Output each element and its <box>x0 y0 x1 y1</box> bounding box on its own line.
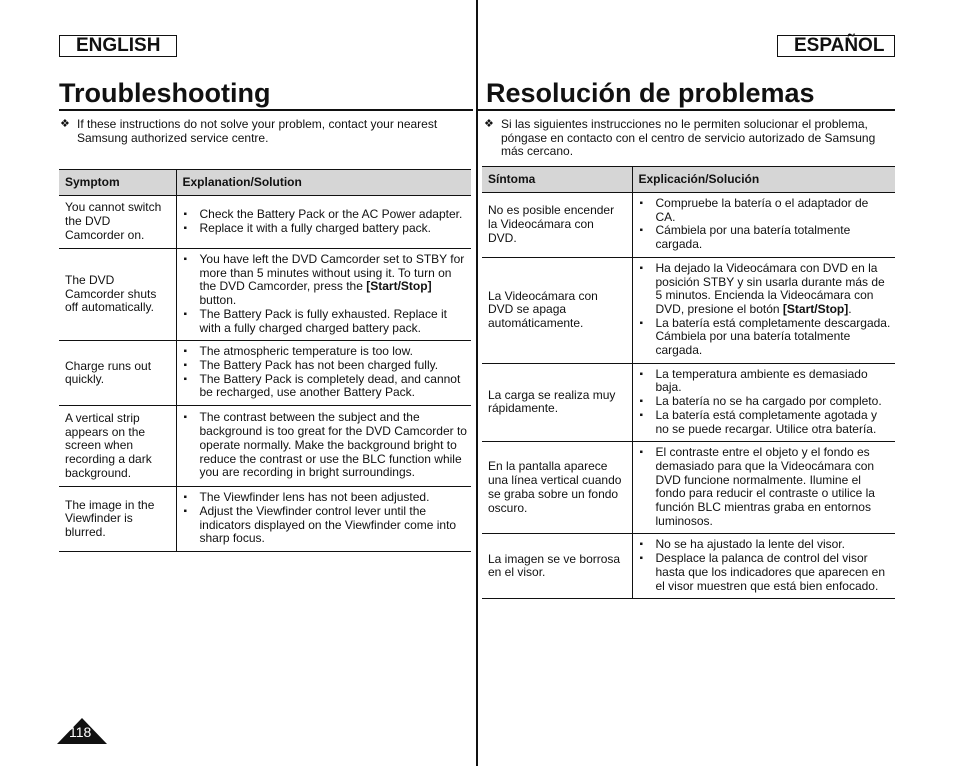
intro-note-text: If these instructions do not solve your problem, contact your nearest Samsung authorized service centre. <box>77 117 438 145</box>
solution-cell <box>632 193 895 258</box>
solution-item: ▪ You have left the DVD Camcorder set to STBY for more than 5 minutes without using it. To turn on the DVD Camcorder, press the [Start/Stop] button. <box>181 253 468 308</box>
table-row <box>482 193 895 258</box>
solution-cell <box>176 406 471 487</box>
troubleshooting-table-english <box>59 169 471 552</box>
table-body <box>59 196 471 552</box>
page-title-english: Troubleshooting <box>59 78 271 108</box>
solution-item: ▪ El contraste entre el objeto y el fondo es demasiado para que la Videocámara con DVD funcione normalmente. Ilumine el fondo para reducir el contraste o utilice la función BLC mientras graba en entornos luminosos. <box>637 446 892 528</box>
page-title-spanish: Resolución de problemas <box>486 78 815 108</box>
table-row <box>482 257 895 363</box>
solution-item: ▪ The atmospheric temperature is too low. <box>181 345 468 359</box>
solution-item: ▪ Replace it with a fully charged battery pack. <box>181 222 468 236</box>
solution-item: ▪ Desplace la palanca de control del visor hasta que los indicadores que aparecen en el visor muestren que está bien enfocado. <box>637 552 892 593</box>
solution-list <box>181 253 468 335</box>
column-divider <box>476 0 478 766</box>
troubleshooting-table-spanish <box>482 166 895 599</box>
solution-item: ▪ The Battery Pack is fully exhausted. Replace it with a fully charged charged battery pack. <box>181 308 468 335</box>
table-header-row <box>59 170 471 196</box>
solution-item: ▪ La batería está completamente descargada. Cámbiela por una batería totalmente cargada. <box>637 317 892 358</box>
solution-item: ▪ La batería está completamente agotada y no se puede recargar. Utilice otra batería. <box>637 409 892 436</box>
symptom-cell: The image in the Viewfinder is blurred. <box>59 487 176 552</box>
table-row <box>59 249 471 341</box>
table-row <box>482 534 895 599</box>
solution-item: ▪ Cámbiela por una batería totalmente cargada. <box>637 224 892 251</box>
symptom-cell: Charge runs out quickly. <box>59 341 176 406</box>
solution-cell <box>176 487 471 552</box>
solution-item: ▪ The Battery Pack has not been charged fully. <box>181 359 468 373</box>
title-rule-spanish <box>478 109 895 111</box>
solution-item: ▪ La batería no se ha cargado por completo. <box>637 395 892 409</box>
solution-cell <box>632 534 895 599</box>
intro-note-text: Si las siguientes instrucciones no le permiten solucionar el problema, póngase en contacto con el centro de servicio autorizado de Samsung más cercano. <box>501 117 876 159</box>
solution-item: ▪ Check the Battery Pack or the AC Power adapter. <box>181 208 468 222</box>
solution-cell <box>632 442 895 534</box>
table-row <box>59 341 471 406</box>
solution-item: ▪ La temperatura ambiente es demasiado baja. <box>637 368 892 395</box>
header-solution: Explicación/Solución <box>632 167 895 193</box>
solution-cell <box>176 196 471 249</box>
table-row <box>59 196 471 249</box>
table-row <box>482 363 895 442</box>
symptom-cell: You cannot switch the DVD Camcorder on. <box>59 196 176 249</box>
table-row <box>59 406 471 487</box>
symptom-cell: A vertical strip appears on the screen when recording a dark background. <box>59 406 176 487</box>
solution-cell <box>176 249 471 341</box>
table-header-row <box>482 167 895 193</box>
solution-list <box>181 345 468 400</box>
solution-list <box>181 208 468 235</box>
solution-cell <box>176 341 471 406</box>
table-body <box>482 193 895 599</box>
solution-list <box>637 538 892 593</box>
lang-label-english: ENGLISH <box>59 35 177 57</box>
solution-list <box>637 197 892 252</box>
header-symptom: Síntoma <box>482 167 632 193</box>
diamond-bullet-icon: ❖ <box>484 118 494 130</box>
symptom-cell: No es posible encender la Videocámara con DVD. <box>482 193 632 258</box>
lang-label-spanish: ESPAÑOL <box>777 35 895 57</box>
solution-item: ▪ The contrast between the subject and the background is too great for the DVD Camcorder to operate normally. Make the background bright to reduce the contrast or use the BLC function while you are recording in bright surroundings. <box>181 411 468 480</box>
title-rule-english <box>59 109 473 111</box>
solution-item: ▪ The Battery Pack is completely dead, and cannot be recharged, use another Battery Pack. <box>181 373 468 400</box>
table-row <box>59 487 471 552</box>
solution-item: ▪ Ha dejado la Videocámara con DVD en la posición STBY y sin usarla durante más de 5 minutos. Encienda la Videocámara con DVD, presione el botón [Start/Stop]. <box>637 262 892 317</box>
page-number: 118 <box>69 724 92 740</box>
solution-list <box>181 411 468 480</box>
symptom-cell: En la pantalla aparece una línea vertical cuando se graba sobre un fondo oscuro. <box>482 442 632 534</box>
solution-cell <box>632 363 895 442</box>
symptom-cell: La imagen se ve borrosa en el visor. <box>482 534 632 599</box>
symptom-cell: The DVD Camcorder shuts off automatically. <box>59 249 176 341</box>
start-stop-label: [Start/Stop] <box>366 279 432 294</box>
header-solution: Explanation/Solution <box>176 170 471 196</box>
solution-item: ▪ Compruebe la batería o el adaptador de CA. <box>637 197 892 224</box>
solution-list <box>637 368 892 437</box>
symptom-cell: La Videocámara con DVD se apaga automáticamente. <box>482 257 632 363</box>
header-symptom: Symptom <box>59 170 176 196</box>
solution-cell <box>632 257 895 363</box>
solution-item: ▪ Adjust the Viewfinder control lever until the indicators displayed on the Viewfinder come into sharp focus. <box>181 505 468 546</box>
solution-item: ▪ No se ha ajustado la lente del visor. <box>637 538 892 552</box>
diamond-bullet-icon: ❖ <box>60 118 70 130</box>
start-stop-label: [Start/Stop] <box>782 301 849 316</box>
symptom-cell: La carga se realiza muy rápidamente. <box>482 363 632 442</box>
table-row <box>482 442 895 534</box>
solution-list <box>637 446 892 528</box>
page-number-badge <box>57 718 107 744</box>
solution-list <box>181 491 468 546</box>
solution-list <box>637 262 892 358</box>
solution-item: ▪ The Viewfinder lens has not been adjusted. <box>181 491 468 505</box>
